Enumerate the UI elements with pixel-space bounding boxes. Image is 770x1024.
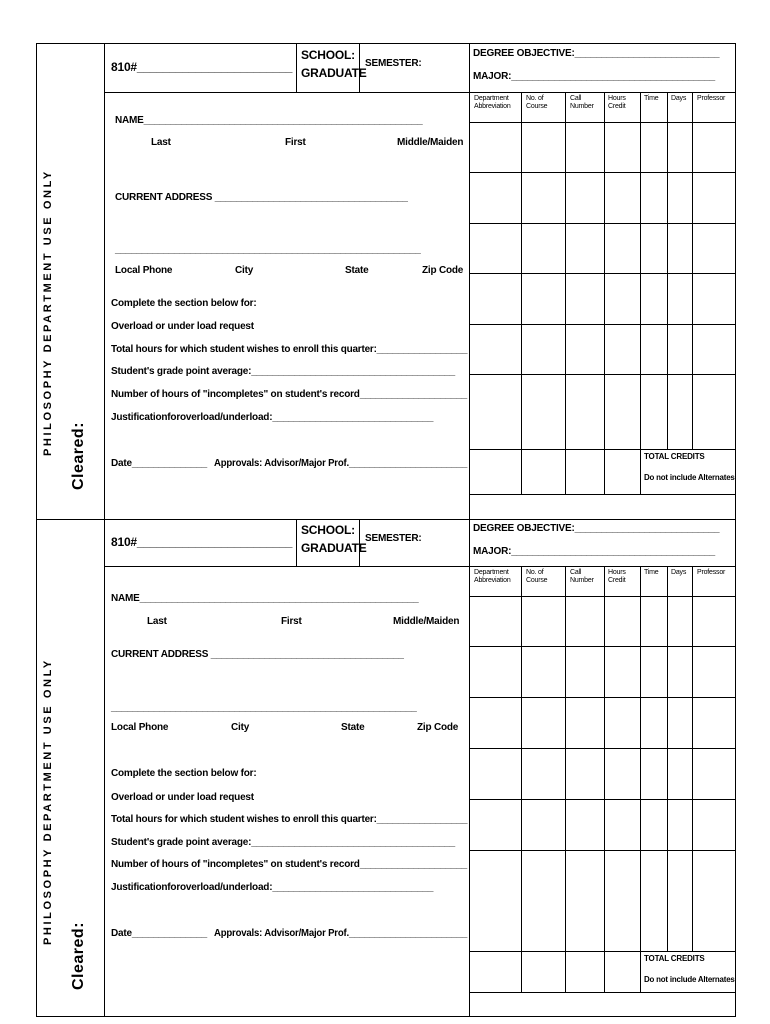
grid-row-line: [469, 951, 735, 952]
grid-row-line: [469, 449, 735, 450]
column-header-professor: Professor: [697, 569, 726, 576]
date-field[interactable]: Date______________: [111, 928, 207, 939]
approvals-field[interactable]: Approvals: Advisor/Major Prof._______________________: [214, 928, 468, 939]
grid-col-line: [565, 92, 566, 494]
section-intro: Complete the section below for:: [111, 298, 257, 309]
total-hours-field[interactable]: Total hours for which student wishes to enroll this quarter:_________________: [111, 344, 468, 355]
grid-col-line: [692, 92, 693, 449]
semester-label: SEMESTER:: [365, 533, 422, 544]
section-intro: Complete the section below for:: [111, 768, 257, 779]
zip-code-label: Zip Code: [422, 265, 464, 276]
name-field[interactable]: NAME____________________________________________________: [111, 593, 419, 604]
grid-col-line: [604, 92, 605, 494]
address-line-2[interactable]: _________________________________________________________: [111, 702, 417, 713]
major-field[interactable]: MAJOR:______________________________________: [473, 71, 715, 82]
column-header-department: Department Abbreviation: [474, 95, 511, 110]
approvals-field[interactable]: Approvals: Advisor/Major Prof._______________________: [214, 458, 468, 469]
date-field[interactable]: Date______________: [111, 458, 207, 469]
major-field[interactable]: MAJOR:______________________________________: [473, 546, 715, 557]
city-label: City: [235, 265, 254, 276]
grid-row-line: [469, 223, 735, 224]
middle-name-label: Middle/Maiden: [397, 137, 464, 148]
column-header-call-number: Call Number: [570, 569, 594, 584]
grid-col-line: [692, 566, 693, 951]
advising-form-2: [36, 520, 736, 1017]
grid-col-line: [521, 566, 522, 992]
column-header-professor: Professor: [697, 95, 726, 102]
column-header-days: Days: [671, 95, 687, 102]
first-name-label: First: [285, 137, 306, 148]
advising-form-1: [36, 43, 736, 520]
degree-objective-field[interactable]: DEGREE OBJECTIVE:___________________________: [473, 48, 720, 59]
column-header-call-number: Call Number: [570, 95, 594, 110]
local-phone-label: Local Phone: [111, 722, 169, 733]
grid-row-line: [469, 799, 735, 800]
column-header-hours-credit: Hours Credit: [608, 569, 626, 584]
department-use-label: PHILOSOPHY DEPARTMENT USE ONLY: [42, 169, 54, 456]
local-phone-label: Local Phone: [115, 265, 173, 276]
grid-col-line: [667, 566, 668, 951]
grid-row-line: [469, 324, 735, 325]
school-label: SCHOOL:: [301, 523, 355, 537]
last-name-label: Last: [151, 137, 171, 148]
gpa-field[interactable]: Student's grade point average:______________________________________: [111, 837, 456, 848]
alternates-note: Do not include Alternates: [644, 473, 735, 482]
total-credits-label: TOTAL CREDITS: [644, 954, 705, 963]
alternates-note: Do not include Alternates: [644, 975, 735, 984]
header-divider: [296, 44, 297, 92]
grid-col-line: [521, 92, 522, 494]
grid-row-line: [469, 992, 735, 993]
grid-row-line: [469, 122, 735, 123]
state-label: State: [345, 265, 369, 276]
graduate-label: GRADUATE: [301, 541, 367, 555]
overload-label: Overload or under load request: [111, 321, 254, 332]
school-label: SCHOOL:: [301, 48, 355, 62]
side-divider: [104, 520, 105, 1016]
column-header-course-no: No. of Course: [526, 95, 548, 110]
first-name-label: First: [281, 616, 302, 627]
column-header-course-no: No. of Course: [526, 569, 548, 584]
grid-col-line: [640, 566, 641, 992]
justification-field[interactable]: Justificationforoverload/underload:______________________________: [111, 412, 434, 423]
column-header-department: Department Abbreviation: [474, 569, 511, 584]
zip-code-label: Zip Code: [417, 722, 459, 733]
grid-row-line: [469, 494, 735, 495]
incompletes-field[interactable]: Number of hours of "incompletes" on student's record____________________: [111, 389, 467, 400]
middle-name-label: Middle/Maiden: [393, 616, 460, 627]
total-credits-label: TOTAL CREDITS: [644, 452, 705, 461]
justification-field[interactable]: Justificationforoverload/underload:______________________________: [111, 882, 434, 893]
grid-row-line: [469, 697, 735, 698]
column-header-hours-credit: Hours Credit: [608, 95, 626, 110]
grid-col-line: [604, 566, 605, 992]
graduate-label: GRADUATE: [301, 66, 367, 80]
column-header-time: Time: [644, 95, 659, 102]
current-address-field[interactable]: CURRENT ADDRESS ____________________________________: [111, 649, 404, 660]
degree-objective-field[interactable]: DEGREE OBJECTIVE:___________________________: [473, 523, 720, 534]
total-hours-field[interactable]: Total hours for which student wishes to enroll this quarter:_________________: [111, 814, 468, 825]
address-line-2[interactable]: _________________________________________________________: [115, 244, 421, 255]
cleared-label: Cleared:: [70, 421, 87, 490]
grid-row-line: [469, 374, 735, 375]
grid-col-line: [640, 92, 641, 494]
grid-row-line: [469, 596, 735, 597]
grid-col-line: [667, 92, 668, 449]
state-label: State: [341, 722, 365, 733]
incompletes-field[interactable]: Number of hours of "incompletes" on student's record____________________: [111, 859, 467, 870]
side-divider: [104, 44, 105, 519]
name-field[interactable]: NAME____________________________________________________: [115, 115, 423, 126]
grid-row-line: [469, 172, 735, 173]
grid-row-line: [469, 748, 735, 749]
column-header-time: Time: [644, 569, 659, 576]
grid-row-line: [469, 850, 735, 851]
column-header-days: Days: [671, 569, 687, 576]
grid-row-line: [469, 646, 735, 647]
header-divider: [296, 520, 297, 566]
id-number-field[interactable]: 810#________________________: [111, 535, 293, 549]
overload-label: Overload or under load request: [111, 792, 254, 803]
last-name-label: Last: [147, 616, 167, 627]
id-number-field[interactable]: 810#________________________: [111, 60, 293, 74]
gpa-field[interactable]: Student's grade point average:______________________________________: [111, 366, 456, 377]
current-address-field[interactable]: CURRENT ADDRESS ____________________________________: [115, 192, 408, 203]
city-label: City: [231, 722, 250, 733]
grid-col-line: [565, 566, 566, 992]
grid-row-line: [469, 273, 735, 274]
semester-label: SEMESTER:: [365, 58, 422, 69]
cleared-label: Cleared:: [70, 921, 87, 990]
left-right-divider: [469, 520, 470, 1016]
department-use-label: PHILOSOPHY DEPARTMENT USE ONLY: [42, 658, 54, 945]
